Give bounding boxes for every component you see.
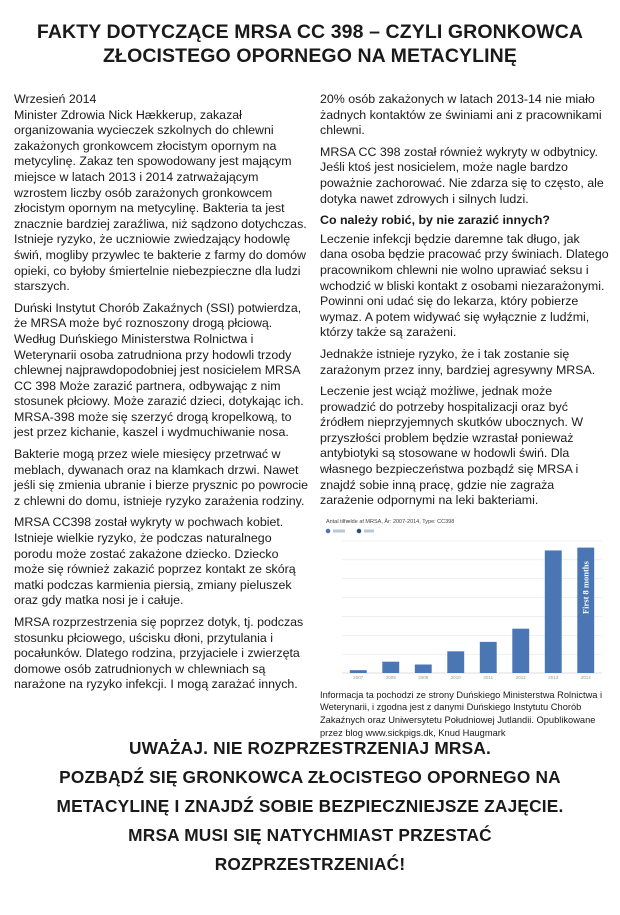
legend-marker	[326, 529, 331, 534]
chart-title: Antal tilfælde af MRSA, År: 2007-2014, Type: CC398	[326, 518, 455, 525]
x-tick-label: 2007	[353, 674, 364, 680]
warning-line-2: POZBĄDŹ SIĘ GRONKOWCA ZŁOCISTEGO OPORNEGO NA	[59, 767, 561, 787]
page-title	[0, 20, 620, 68]
x-tick-label: 2009	[418, 674, 429, 680]
paragraph: Leczenie jest wciąż możliwe, jednak może prowadzić do potrzeby hospitalizacji oraz być źródłem nieprzyjemnych skutków ubocznych. W przyszłości problem będzie wzrastał ponieważ antybiotyki są stosowane w hodowli świń. Dla własnego bezpieczeństwa pozbądź się MRSA i znajdź sobie inną pracę, gdzie nie zagraża zarażenie odpornymi na leki bakteriami.	[320, 384, 584, 508]
chart-bar	[480, 642, 497, 673]
warning-footer	[0, 734, 620, 879]
legend-label-bar	[333, 529, 345, 532]
chart-bar	[512, 629, 529, 673]
chart-bar	[415, 664, 432, 672]
x-tick-label: 2013	[548, 674, 559, 680]
warning-line-5: ROZPRZESTRZENIAĆ!	[214, 854, 406, 874]
chart-bar	[447, 651, 464, 673]
x-tick-label: 2010	[450, 674, 461, 680]
legend-marker	[357, 529, 362, 534]
warning-line-1: UWAŻAJ. NIE ROZPRZESTRZENIAJ MRSA.	[128, 738, 492, 758]
paragraph: MRSA rozprzestrzenia się poprzez dotyk, tj. podczas stosunku płciowego, uścisku dłoni, przytulania i pocałunków. Dlatego rodzina, przyjaciele i zwierzęta domowe osób zatrudnionych w chlewniach są narażone na ryzyko infekcji. I mogą zarażać innych.	[14, 615, 304, 692]
x-tick-label: 2014	[580, 674, 591, 680]
mrsa-cases-chart	[320, 515, 608, 685]
paragraph: MRSA CC398 został wykryty w pochwach kobiet. Istnieje wielkie ryzyko, że podczas naturalnego porodu może zostać zakażone dziecko. Dziecko może się również zakazić poprzez kontakt ze skórą matki podczas karmienia piersią, zmiany pieluszek oraz gdy matka nosi je i całuje.	[14, 515, 296, 608]
paragraph: Bakterie mogą przez wiele miesięcy przetrwać w meblach, dywanach oraz na klamkach drzwi. Nawet jeśli się zmienia ubranie i bierze prysznic po powrocie z chlewni do domu, istnieje ryzyko zarażenia rodziny.	[14, 447, 309, 508]
paragraph: Duński Instytut Chorób Zakaźnych (SSI) potwierdza, że MRSA może być roznoszony drogą płciową. Według Duńskiego Ministerstwa Rolnictwa i Weterynarii osoba zatrudniona przy hodowli trzody chlewnej najprawdopodobniej jest nosicielem MRSA CC 398 Może zarazić partnera, odbywając z nim stosunek płciowy. Może zarazić dzieci, dotykając ich. MRSA-398 może się szerzyć drogą kropelkową, to jest przez kichanie, kaszel i wydmuchiwanie nosa.	[14, 300, 304, 440]
warning-line-3: METACYLINĘ I ZNAJDŹ SOBIE BEZPIECZNIEJSZE ZAJĘCIE.	[56, 796, 564, 816]
left-column	[14, 92, 310, 699]
legend-label-bar	[364, 529, 374, 532]
section-heading: Co należy robić, by nie zarazić innych?	[320, 213, 550, 228]
date-line: Wrzesień 2014	[14, 92, 97, 106]
plot-area	[342, 541, 602, 673]
warning-line-4: MRSA MUSI SIĘ NATYCHMIAST PRZESTAĆ	[128, 825, 492, 845]
title-line-1: FAKTY DOTYCZĄCE MRSA CC 398 – CZYLI GRONKOWCA	[36, 21, 584, 43]
paragraph: Leczenie infekcji będzie daremne tak długo, jak dana osoba będzie pracować przy świniach. Dlatego pracownikom chlewni nie wolno uprawiać seksu i wchodzić w bliski kontakt z osobami niezarażonymi. Powinni oni udać się do lekarza, który pobierze wymaz. A potem widywać się wyłącznie z ludźmi, którzy także są zarażeni.	[320, 231, 609, 340]
title-line-2: ZŁOCISTEGO OPORNEGO NA METACYLINĘ	[103, 45, 517, 67]
chart-svg	[320, 515, 608, 685]
chart-bar	[382, 662, 399, 673]
chart-annotation: First 8 months	[580, 560, 591, 614]
chart-bar	[350, 670, 367, 673]
chart-bar	[545, 550, 562, 673]
x-tick-label: 2012	[515, 674, 526, 680]
paragraph: MRSA CC 398 został również wykryty w odbytnicy. Jeśli ktoś jest nosicielem, może nagle bardzo poważnie zachorować. Nie zdarza się to często, ale dotyka nawet zdrowych i silnych ludzi.	[320, 144, 604, 206]
chart-caption: Informacja ta pochodzi ze strony Duńskiego Ministerstwa Rolnictwa i Weterynarii, i zgodna jest z danymi Duńskiego Instytutu Chorób Zakaźnych oraz Uniwersytetu Południowej Jutlandii. Opublikowane przez blog www.sickpigs.dk, Knud Haugmark	[320, 689, 603, 738]
paragraph: Minister Zdrowia Nick Hækkerup, zakazał organizowania wycieczek szkolnych do chlewni zakażonych gronkowcem złocistym opornym na metycylinę. Zakaz ten spowodowany jest mającym miejsce w latach 2013 i 2014 zatrważającym wzrostem liczby osób zarażonych gronkowcem złocistym opornym na metycylinę. Bakteria ta jest znacznie bardziej zaraźliwa, niż sądzono dotychczas. Istnieje ryzyko, że uczniowie zwiedzający hodowlę świń, mogliby przywlec te bakterie z farmy do domów opieki, co byłoby śmiertelnie niebezpieczne dla ludzi starszych.	[14, 107, 307, 294]
paragraph: 20% osób zakażonych w latach 2013-14 nie miało żadnych kontaktów ze świniami ani z pracownikami chlewni.	[320, 92, 602, 138]
right-column	[320, 92, 610, 739]
x-tick-label: 2008	[385, 674, 396, 680]
paragraph: Jednakże istnieje ryzyko, że i tak zostanie się zarażonym przez inny, bardziej agresywny MRSA.	[320, 346, 596, 377]
x-tick-label: 2011	[483, 674, 494, 680]
